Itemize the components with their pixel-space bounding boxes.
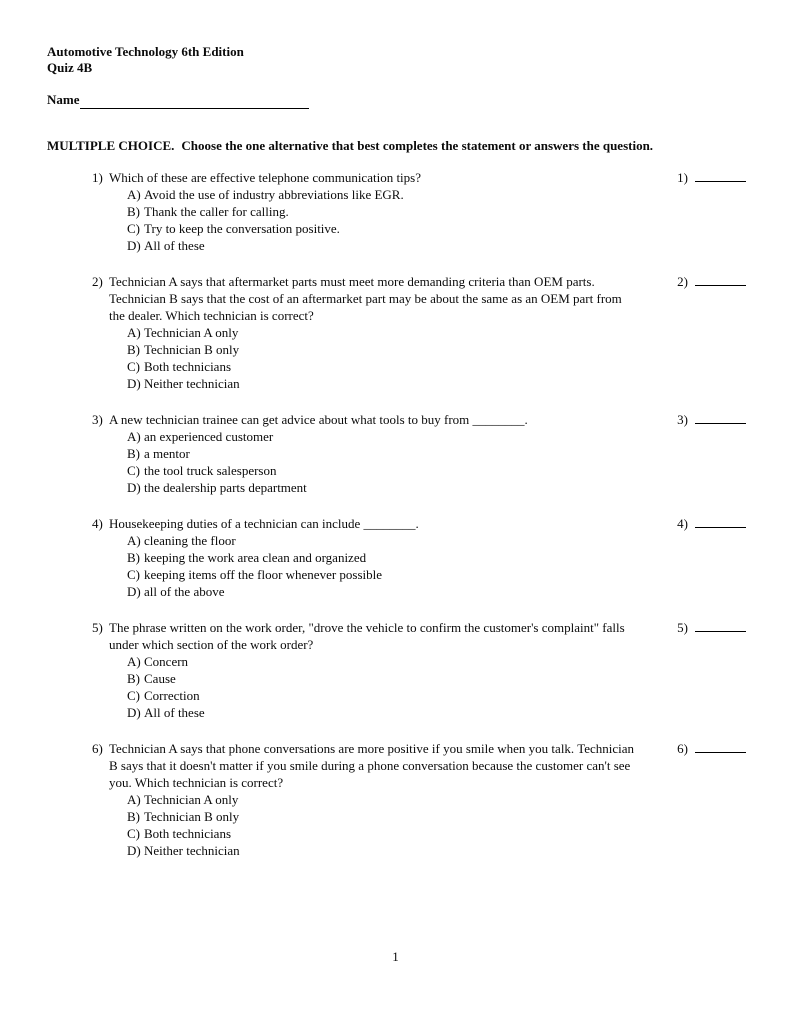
option-text: Try to keep the conversation positive.: [144, 221, 340, 236]
answer-option: [127, 532, 640, 549]
answer-blank[interactable]: [695, 423, 746, 424]
option-letter: A): [127, 533, 141, 548]
question-text: Technician A says that aftermarket parts must meet more demanding criteria than OEM parts. Technician B says that the cost of an aftermarket part may be about the same as an OEM part from the dealer. Which technician is correct?: [109, 274, 622, 323]
question-number: 4): [92, 516, 103, 531]
questions-list: [47, 169, 746, 859]
option-letter: D): [127, 843, 141, 858]
option-text: Thank the caller for calling.: [144, 204, 289, 219]
option-text: Concern: [144, 654, 189, 669]
option-letter: A): [127, 654, 141, 669]
question-body: [92, 619, 640, 721]
answer-blank[interactable]: [695, 752, 746, 753]
option-letter: D): [127, 705, 141, 720]
name-blank[interactable]: [80, 108, 309, 109]
answer-option: [127, 704, 640, 721]
answer-option: [127, 583, 640, 600]
options-list: [127, 428, 640, 496]
option-letter: B): [127, 446, 140, 461]
option-text: Avoid the use of industry abbreviations like EGR.: [144, 187, 404, 202]
answer-blank[interactable]: [695, 527, 746, 528]
answer-number: 6): [677, 741, 688, 756]
option-text: Correction: [144, 688, 200, 703]
name-row: [47, 91, 746, 109]
option-letter: B): [127, 671, 140, 686]
options-list: [127, 653, 640, 721]
quiz-title: Automotive Technology 6th Edition: [47, 44, 244, 59]
options-list: [127, 791, 640, 859]
question-stem: [92, 619, 640, 653]
answer-option: [127, 375, 640, 392]
page-number: 1: [392, 949, 399, 964]
question-text: Housekeeping duties of a technician can include ________.: [109, 516, 419, 531]
answer-option: [127, 549, 640, 566]
answer-option: [127, 653, 640, 670]
answer-option: [127, 203, 640, 220]
answer-option: [127, 445, 640, 462]
instructions-heading: MULTIPLE CHOICE.: [47, 138, 175, 153]
question-block: [92, 411, 746, 496]
answer-slot: [677, 411, 746, 428]
question-number: 2): [92, 274, 103, 289]
option-letter: A): [127, 792, 141, 807]
question-stem: [92, 515, 640, 532]
question-block: [92, 169, 746, 254]
option-text: a mentor: [144, 446, 190, 461]
option-text: all of the above: [144, 584, 225, 599]
question-stem: [92, 740, 640, 791]
question-body: [92, 411, 640, 496]
option-letter: C): [127, 221, 140, 236]
option-text: Both technicians: [144, 826, 232, 841]
option-text: All of these: [144, 238, 205, 253]
option-letter: C): [127, 688, 140, 703]
question-stem: [92, 169, 640, 186]
option-text: Neither technician: [144, 376, 240, 391]
question-number: 6): [92, 741, 103, 756]
question-block: [92, 619, 746, 721]
instructions-text: Choose the one alternative that best completes the statement or answers the question.: [181, 138, 654, 153]
option-letter: B): [127, 550, 140, 565]
option-letter: D): [127, 584, 141, 599]
option-text: cleaning the floor: [144, 533, 236, 548]
question-text: The phrase written on the work order, "drove the vehicle to confirm the customer's complaint" falls under which section of the work order?: [109, 620, 625, 652]
option-letter: A): [127, 429, 141, 444]
answer-option: [127, 428, 640, 445]
answer-number: 2): [677, 274, 688, 289]
answer-option: [127, 237, 640, 254]
answer-blank[interactable]: [695, 285, 746, 286]
question-body: [92, 273, 640, 392]
answer-option: [127, 220, 640, 237]
answer-option: [127, 186, 640, 203]
question-stem: [92, 411, 640, 428]
answer-option: [127, 341, 640, 358]
question-block: [92, 515, 746, 600]
option-letter: D): [127, 480, 141, 495]
option-letter: A): [127, 325, 141, 340]
answer-option: [127, 687, 640, 704]
question-text: A new technician trainee can get advice about what tools to buy from ________.: [109, 412, 528, 427]
answer-option: [127, 462, 640, 479]
question-body: [92, 169, 640, 254]
answer-option: [127, 358, 640, 375]
answer-slot: [677, 273, 746, 290]
option-letter: B): [127, 204, 140, 219]
answer-option: [127, 808, 640, 825]
option-letter: C): [127, 359, 140, 374]
answer-option: [127, 825, 640, 842]
answer-number: 5): [677, 620, 688, 635]
options-list: [127, 532, 640, 600]
option-text: All of these: [144, 705, 205, 720]
answer-option: [127, 670, 640, 687]
answer-option: [127, 479, 640, 496]
question-stem: [92, 273, 640, 324]
option-letter: B): [127, 342, 140, 357]
answer-option: [127, 842, 640, 859]
options-list: [127, 186, 640, 254]
instructions: [47, 137, 746, 154]
option-text: the tool truck salesperson: [144, 463, 277, 478]
option-text: Technician A only: [144, 792, 239, 807]
quiz-subtitle: Quiz 4B: [47, 60, 93, 75]
answer-number: 4): [677, 516, 688, 531]
option-text: an experienced customer: [144, 429, 274, 444]
options-list: [127, 324, 640, 392]
option-letter: C): [127, 826, 140, 841]
question-number: 3): [92, 412, 103, 427]
option-letter: B): [127, 809, 140, 824]
question-number: 5): [92, 620, 103, 635]
option-text: Technician B only: [144, 809, 240, 824]
question-body: [92, 515, 640, 600]
answer-blank[interactable]: [695, 181, 746, 182]
option-text: Both technicians: [144, 359, 232, 374]
option-letter: C): [127, 463, 140, 478]
question-number: 1): [92, 170, 103, 185]
option-letter: A): [127, 187, 141, 202]
option-text: Neither technician: [144, 843, 240, 858]
quiz-header: [47, 44, 746, 109]
answer-option: [127, 324, 640, 341]
answer-slot: [677, 515, 746, 532]
question-body: [92, 740, 640, 859]
name-label: Name: [47, 92, 80, 107]
answer-number: 1): [677, 170, 688, 185]
answer-slot: [677, 740, 746, 757]
question-block: [92, 273, 746, 392]
answer-number: 3): [677, 412, 688, 427]
option-text: keeping items off the floor whenever possible: [144, 567, 383, 582]
question-text: Technician A says that phone conversations are more positive if you smile when you talk. Technician B says that it doesn't matter if you smile during a phone conversation because the customer can't see you. Which technician is correct?: [109, 741, 635, 790]
question-block: [92, 740, 746, 859]
answer-slot: [677, 169, 746, 186]
option-text: the dealership parts department: [144, 480, 307, 495]
option-letter: C): [127, 567, 140, 582]
answer-option: [127, 791, 640, 808]
option-letter: D): [127, 238, 141, 253]
answer-slot: [677, 619, 746, 636]
option-text: Technician A only: [144, 325, 239, 340]
option-letter: D): [127, 376, 141, 391]
answer-option: [127, 566, 640, 583]
answer-blank[interactable]: [695, 631, 746, 632]
option-text: Technician B only: [144, 342, 240, 357]
option-text: Cause: [144, 671, 176, 686]
question-text: Which of these are effective telephone communication tips?: [109, 170, 421, 185]
option-text: keeping the work area clean and organized: [144, 550, 367, 565]
